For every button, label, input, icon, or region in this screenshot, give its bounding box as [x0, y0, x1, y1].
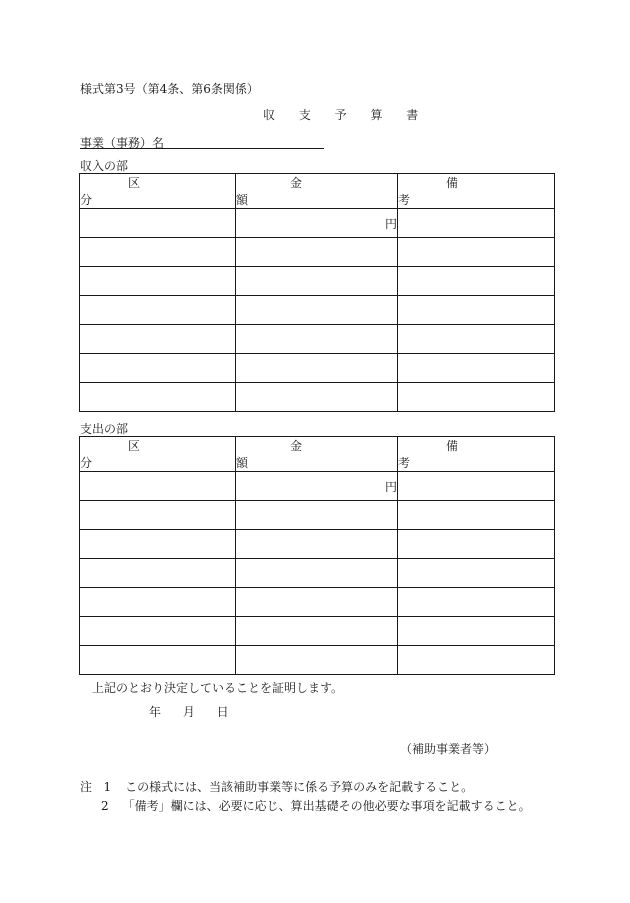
table-row [80, 559, 555, 588]
amount-cell[interactable]: 円 [236, 472, 398, 501]
expense-section-label: 支出の部 [80, 422, 129, 436]
remarks-cell[interactable] [398, 238, 555, 267]
table-row [80, 530, 555, 559]
amount-cell[interactable] [236, 617, 398, 646]
category-cell[interactable] [80, 296, 236, 325]
note-text: 「備考」欄には、必要に応じ、算出基礎その他必要な事項を記載すること。 [122, 799, 531, 813]
certification-statement: 上記のとおり決定していることを証明します。 [92, 681, 344, 695]
table-row [80, 646, 555, 675]
remarks-cell[interactable] [398, 501, 555, 530]
column-header-amount: 金 額 [236, 174, 398, 209]
table-row [80, 588, 555, 617]
note-item-2 [101, 797, 531, 814]
remarks-cell[interactable] [398, 354, 555, 383]
category-cell[interactable] [80, 472, 236, 501]
remarks-cell[interactable] [398, 559, 555, 588]
category-cell[interactable] [80, 530, 236, 559]
table-row [80, 617, 555, 646]
amount-cell[interactable] [236, 354, 398, 383]
note-number: 1 [103, 780, 112, 794]
amount-cell[interactable] [236, 267, 398, 296]
remarks-cell[interactable] [398, 383, 555, 412]
table-header-row [80, 174, 555, 209]
category-cell[interactable] [80, 559, 236, 588]
category-cell[interactable] [80, 588, 236, 617]
remarks-cell[interactable] [398, 588, 555, 617]
amount-cell[interactable] [236, 646, 398, 675]
table-row [80, 354, 555, 383]
category-cell[interactable] [80, 325, 236, 354]
amount-cell[interactable] [236, 559, 398, 588]
amount-cell[interactable] [236, 238, 398, 267]
category-cell[interactable] [80, 617, 236, 646]
category-cell[interactable] [80, 646, 236, 675]
document-title: 収 支 予 算 書 [263, 108, 429, 122]
business-name-field [80, 134, 324, 149]
amount-cell[interactable] [236, 296, 398, 325]
column-header-category: 区 分 [80, 437, 236, 472]
date-line: 年 月 日 [149, 705, 229, 719]
remarks-cell[interactable] [398, 296, 555, 325]
note-item-1 [80, 778, 473, 795]
business-name-label: 事業（事務）名 [80, 136, 165, 150]
amount-cell[interactable]: 円 [236, 209, 398, 238]
column-header-category: 区 分 [80, 174, 236, 209]
column-header-remarks: 備 考 [398, 174, 555, 209]
remarks-cell[interactable] [398, 617, 555, 646]
remarks-cell[interactable] [398, 646, 555, 675]
amount-cell[interactable] [236, 588, 398, 617]
remarks-cell[interactable] [398, 530, 555, 559]
table-row [80, 325, 555, 354]
table-row [80, 383, 555, 412]
category-cell[interactable] [80, 354, 236, 383]
amount-cell[interactable] [236, 383, 398, 412]
category-cell[interactable] [80, 501, 236, 530]
remarks-cell[interactable] [398, 267, 555, 296]
table-row [80, 209, 555, 238]
form-reference: 様式第3号（第4条、第6条関係） [80, 82, 259, 96]
category-cell[interactable] [80, 209, 236, 238]
note-number: 2 [101, 799, 109, 813]
note-prefix: 注 [80, 780, 93, 794]
income-section-label: 収入の部 [80, 159, 129, 173]
signer-label: （補助事業者等） [400, 742, 497, 756]
column-header-remarks: 備 考 [398, 437, 555, 472]
table-row [80, 267, 555, 296]
expense-table [79, 436, 555, 675]
table-row [80, 296, 555, 325]
remarks-cell[interactable] [398, 472, 555, 501]
amount-cell[interactable] [236, 501, 398, 530]
note-text: この様式には、当該補助事業等に係る予算のみを記載すること。 [125, 780, 474, 794]
income-table [79, 173, 555, 412]
category-cell[interactable] [80, 238, 236, 267]
remarks-cell[interactable] [398, 325, 555, 354]
table-row [80, 238, 555, 267]
category-cell[interactable] [80, 267, 236, 296]
table-row [80, 472, 555, 501]
category-cell[interactable] [80, 383, 236, 412]
amount-cell[interactable] [236, 530, 398, 559]
remarks-cell[interactable] [398, 209, 555, 238]
table-row [80, 501, 555, 530]
column-header-amount: 金 額 [236, 437, 398, 472]
table-header-row [80, 437, 555, 472]
amount-cell[interactable] [236, 325, 398, 354]
